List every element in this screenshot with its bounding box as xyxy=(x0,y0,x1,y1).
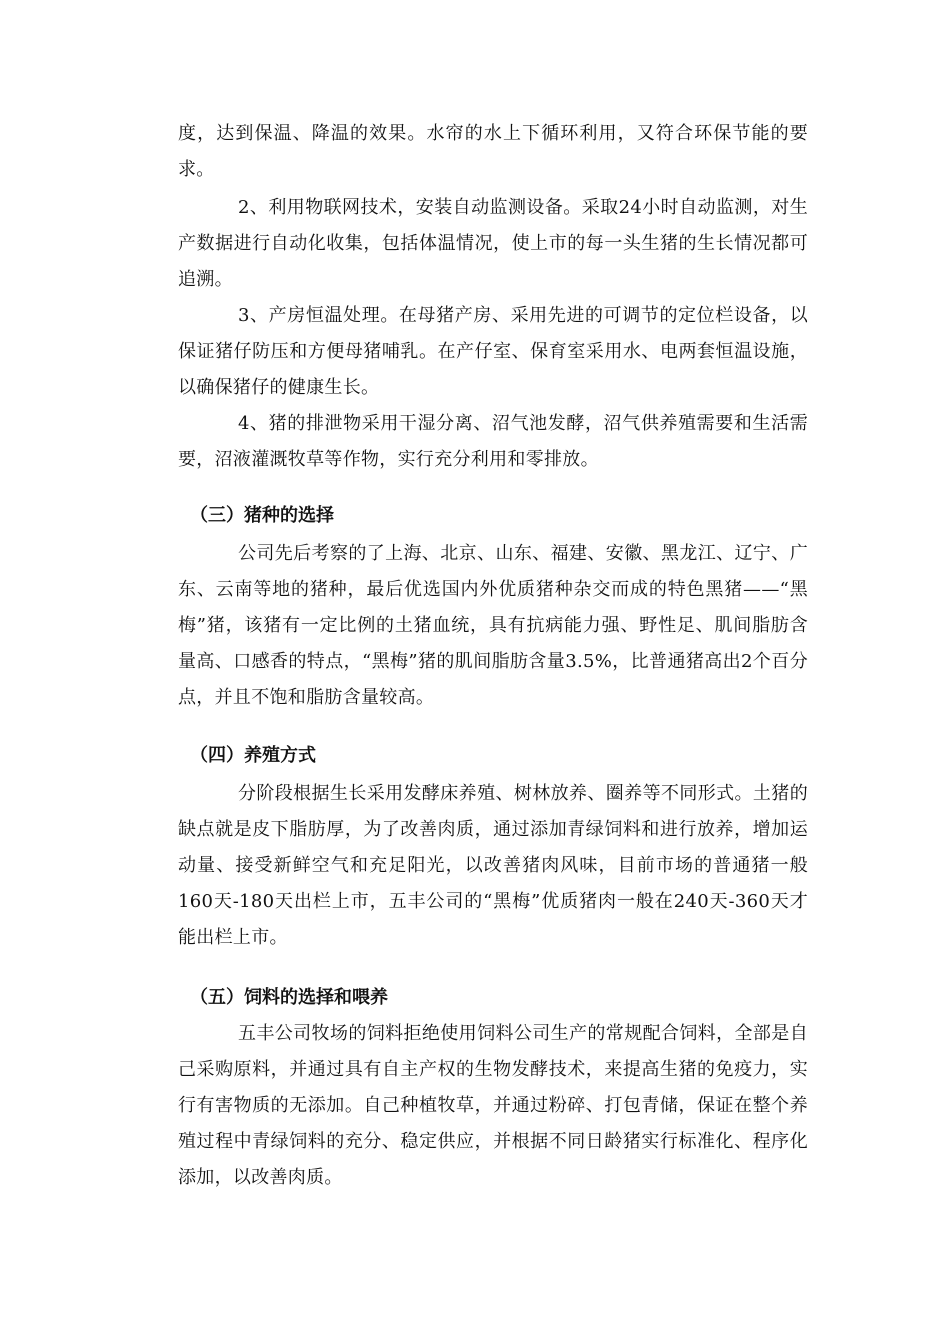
section-heading-method: （四）养殖方式 xyxy=(190,745,316,766)
section-heading-feed: （五）饲料的选择和喂养 xyxy=(190,987,388,1008)
section-heading-breed: （三）猪种的选择 xyxy=(190,505,334,526)
paragraph-item-2: 2、利用物联网技术，安装自动监测设备。采取24小时自动监测，对生产数据进行自动化收集，包括体温情况，使上市的每一头生猪的生长情况都可追溯。 xyxy=(178,197,808,290)
paragraph-item-4: 4、猪的排泄物采用干湿分离、沼气池发酵，沼气供养殖需要和生活需要，沼液灌溉牧草等作物，实行充分利用和零排放。 xyxy=(178,413,808,470)
paragraph-breed: 公司先后考察的了上海、北京、山东、福建、安徽、黑龙江、辽宁、广东、云南等地的猪种，最后优选国内外优质猪种杂交而成的特色黑猪——“黑梅”猪，该猪有一定比例的土猪血统，具有抗病能力强、野性足、肌间脂肪含量高、口感香的特点，“黑梅”猪的肌间脂肪含量3.5%，比普通猪高出2个百分点，并且不饱和脂肪含量较高。 xyxy=(178,543,808,708)
paragraph-method: 分阶段根据生长采用发酵床养殖、树林放养、圈养等不同形式。土猪的缺点就是皮下脂肪厚，为了改善肉质，通过添加青绿饲料和进行放养，增加运动量、接受新鲜空气和充足阳光，以改善猪肉风味，目前市场的普通猪一般160天-180天出栏上市，五丰公司的“黑梅”优质猪肉一般在240天-360天才能出栏上市。 xyxy=(178,783,808,948)
paragraph-intro: 度，达到保温、降温的效果。水帘的水上下循环利用，又符合环保节能的要求。 xyxy=(178,123,808,180)
paragraph-item-3: 3、产房恒温处理。在母猪产房、采用先进的可调节的定位栏设备，以保证猪仔防压和方便母猪哺乳。在产仔室、保育室采用水、电两套恒温设施，以确保猪仔的健康生长。 xyxy=(178,305,808,398)
paragraph-feed: 五丰公司牧场的饲料拒绝使用饲料公司生产的常规配合饲料，全部是自己采购原料，并通过具有自主产权的生物发酵技术，来提高生猪的免疫力，实行有害物质的无添加。自己种植牧草，并通过粉碎、打包青储，保证在整个养殖过程中青绿饲料的充分、稳定供应，并根据不同日龄猪实行标准化、程序化添加，以改善肉质。 xyxy=(178,1023,808,1188)
